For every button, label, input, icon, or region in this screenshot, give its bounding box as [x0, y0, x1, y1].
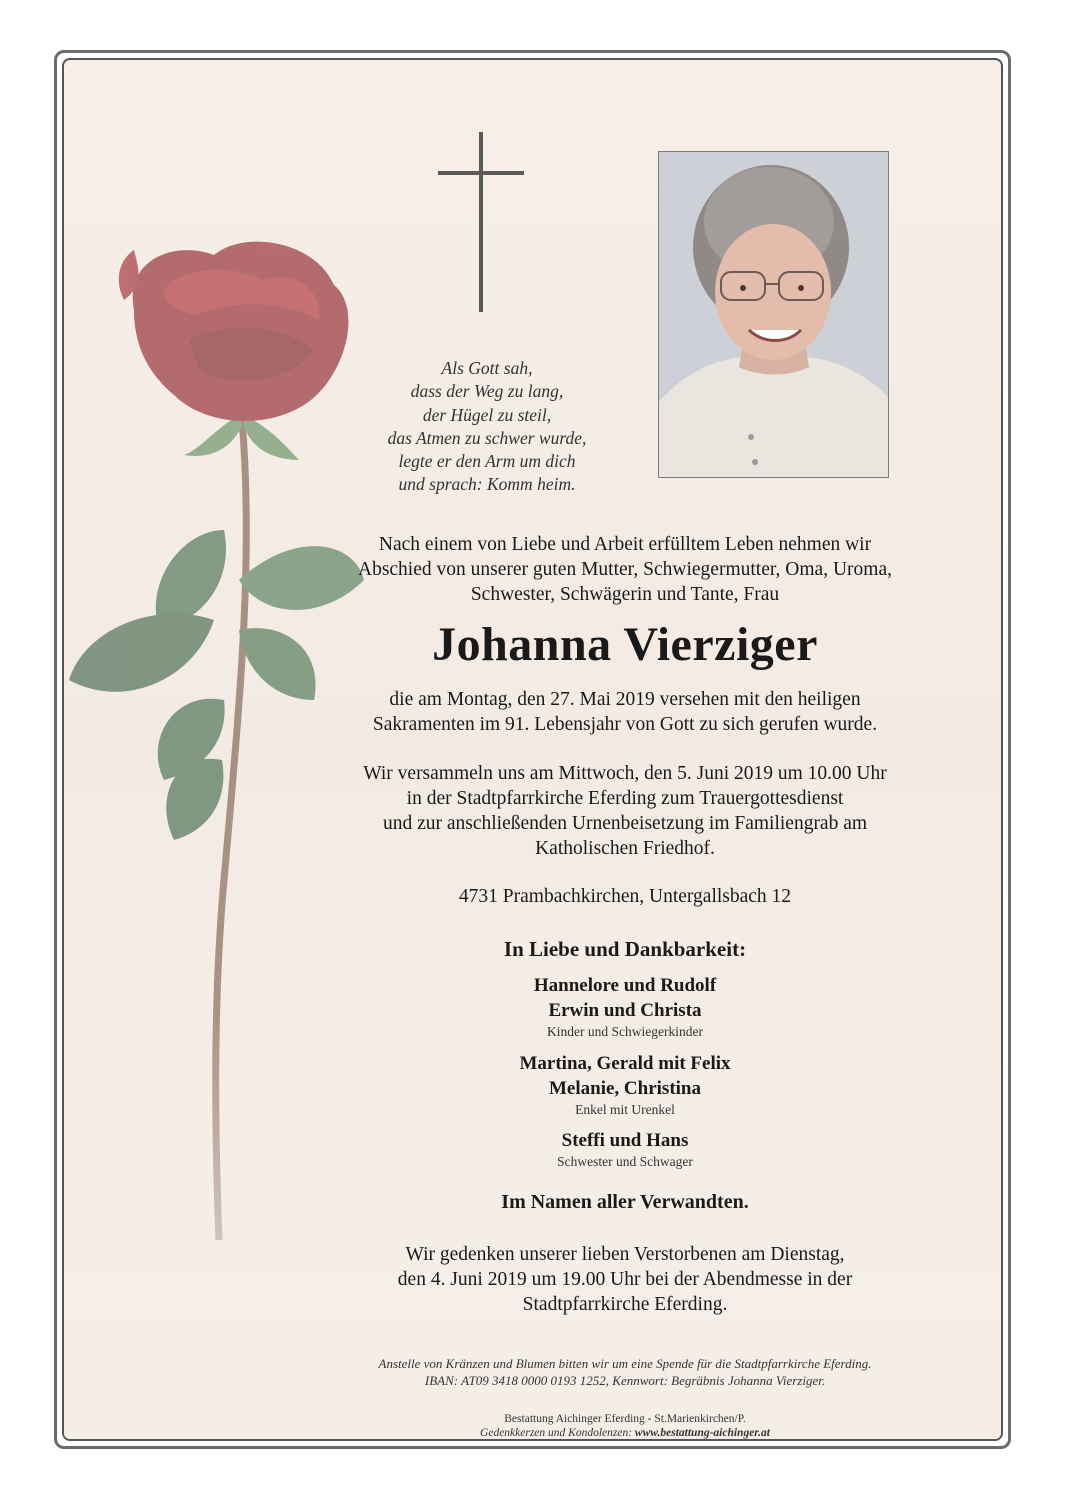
intro-line: Schwester, Schwägerin und Tante, Frau	[470, 584, 780, 605]
mourners-heading: In Liebe und Dankbarkeit:	[503, 937, 747, 961]
memorial-text	[302, 1242, 948, 1317]
cross-icon	[438, 132, 524, 312]
memorial-line: Stadtpfarrkirche Eferding.	[522, 1294, 728, 1315]
service-line: und zur anschließenden Urnenbeisetzung im Familiengrab am	[382, 813, 868, 834]
funeral-home-info	[302, 1412, 948, 1440]
poem-line: und sprach: Komm heim.	[398, 474, 576, 495]
donation-line: Anstelle von Kränzen und Blumen bitten wir um eine Spende für die Stadtpfarrkirche Eferding.	[378, 1356, 872, 1371]
mourner-names: Erwin und Christa	[548, 1000, 702, 1021]
condolence-line	[302, 1426, 948, 1440]
death-text	[302, 687, 948, 737]
funeral-home: Bestattung Aichinger Eferding - St.Marienkirchen/P.	[504, 1413, 746, 1425]
poem-line: legte er den Arm um dich	[398, 451, 576, 472]
service-line: in der Stadtpfarrkirche Eferding zum Trauergottesdienst	[406, 788, 844, 809]
poem-line: der Hügel zu steil,	[422, 404, 552, 425]
deceased-name: Johanna Vierziger	[432, 618, 818, 671]
mourner-names: Melanie, Christina	[549, 1078, 701, 1099]
mourner-relation: Enkel mit Urenkel	[575, 1102, 675, 1117]
poem-line: dass der Weg zu lang,	[410, 381, 564, 402]
poem-line: das Atmen zu schwer wurde,	[387, 427, 587, 448]
mourner-group	[302, 1128, 948, 1170]
mourner-names: Hannelore und Rudolf	[533, 975, 717, 996]
donation-text	[302, 1355, 948, 1389]
death-line: Sakramenten im 91. Lebensjahr von Gott zu sich gerufen wurde.	[372, 714, 878, 735]
relatives-line: Im Namen aller Verwandten.	[501, 1191, 749, 1213]
mourner-names: Steffi und Hans	[561, 1130, 689, 1151]
memorial-line: den 4. Juni 2019 um 19.00 Uhr bei der Abendmesse in der	[397, 1269, 853, 1290]
mourner-group	[302, 973, 948, 1040]
poem-line: Als Gott sah,	[441, 358, 533, 378]
mourner-relation: Kinder und Schwiegerkinder	[547, 1024, 703, 1039]
mourner-names: Martina, Gerald mit Felix	[519, 1053, 731, 1074]
poem	[332, 357, 642, 497]
mourner-relation: Schwester und Schwager	[557, 1154, 693, 1169]
mourner-group	[302, 1051, 948, 1118]
condolence-label: Gedenkkerzen und Kondolenzen:	[480, 1427, 633, 1439]
service-line: Katholischen Friedhof.	[535, 838, 715, 859]
address: 4731 Prambachkirchen, Untergallsbach 12	[458, 886, 792, 907]
intro-line: Abschied von unserer guten Mutter, Schwiegermutter, Oma, Uroma,	[357, 559, 892, 580]
service-line: Wir versammeln uns am Mittwoch, den 5. Juni 2019 um 10.00 Uhr	[363, 763, 887, 784]
donation-line: IBAN: AT09 3418 0000 0193 1252, Kennwort: Begräbnis Johanna Vierziger.	[424, 1373, 826, 1388]
website-link[interactable]: www.bestattung-aichinger.at	[634, 1427, 770, 1439]
obituary-card	[62, 58, 1003, 1441]
service-text	[302, 761, 948, 861]
intro-line: Nach einem von Liebe und Arbeit erfülltem Leben nehmen wir	[378, 534, 872, 555]
portrait-photo	[658, 151, 889, 478]
portrait-image	[659, 152, 888, 477]
intro-text	[302, 532, 948, 607]
memorial-line: Wir gedenken unserer lieben Verstorbenen am Dienstag,	[405, 1244, 845, 1265]
death-line: die am Montag, den 27. Mai 2019 versehen mit den heiligen	[389, 689, 861, 710]
